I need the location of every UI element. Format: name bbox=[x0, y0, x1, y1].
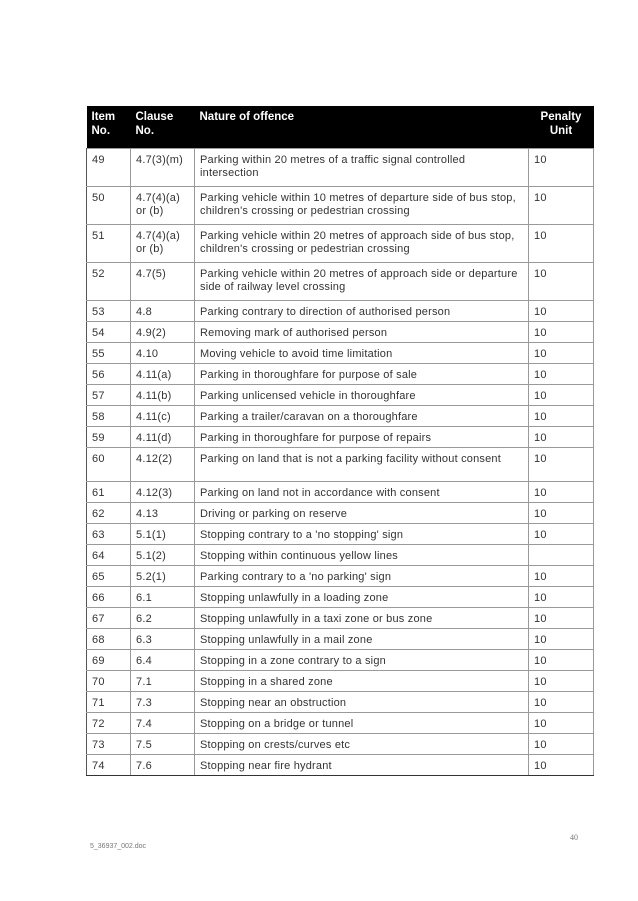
cell-nature: Stopping unlawfully in a taxi zone or bus zone bbox=[195, 607, 529, 628]
cell-nature: Parking a trailer/caravan on a thoroughfare bbox=[195, 405, 529, 426]
cell-nature: Stopping in a zone contrary to a sign bbox=[195, 649, 529, 670]
cell-clause: 4.11(c) bbox=[131, 405, 195, 426]
header-clause-no: Clause No. bbox=[131, 106, 195, 148]
header-item-no: Item No. bbox=[87, 106, 131, 148]
cell-item: 55 bbox=[87, 342, 131, 363]
cell-item: 67 bbox=[87, 607, 131, 628]
cell-clause: 5.1(2) bbox=[131, 544, 195, 565]
cell-penalty: 10 bbox=[529, 186, 594, 224]
table-row bbox=[87, 148, 594, 186]
cell-nature: Stopping in a shared zone bbox=[195, 670, 529, 691]
cell-item: 65 bbox=[87, 565, 131, 586]
cell-item: 63 bbox=[87, 523, 131, 544]
table-row bbox=[87, 628, 594, 649]
cell-clause: 4.12(3) bbox=[131, 481, 195, 502]
cell-clause: 4.8 bbox=[131, 300, 195, 321]
cell-penalty: 10 bbox=[529, 300, 594, 321]
table-row bbox=[87, 186, 594, 224]
cell-penalty: 10 bbox=[529, 523, 594, 544]
cell-penalty: 10 bbox=[529, 628, 594, 649]
table-row bbox=[87, 300, 594, 321]
header-row bbox=[87, 106, 594, 148]
cell-nature: Parking in thoroughfare for purpose of sale bbox=[195, 363, 529, 384]
cell-penalty: 10 bbox=[529, 586, 594, 607]
cell-penalty bbox=[529, 544, 594, 565]
table-row bbox=[87, 384, 594, 405]
cell-nature: Stopping unlawfully in a loading zone bbox=[195, 586, 529, 607]
cell-clause: 4.13 bbox=[131, 502, 195, 523]
table-row bbox=[87, 733, 594, 754]
cell-penalty: 10 bbox=[529, 426, 594, 447]
cell-nature: Stopping on crests/curves etc bbox=[195, 733, 529, 754]
cell-clause: 7.1 bbox=[131, 670, 195, 691]
cell-clause: 4.11(a) bbox=[131, 363, 195, 384]
header-penalty-unit: Penalty Unit bbox=[529, 106, 594, 148]
table-body bbox=[87, 148, 594, 775]
cell-item: 58 bbox=[87, 405, 131, 426]
table-row bbox=[87, 481, 594, 502]
cell-nature: Parking within 20 metres of a traffic signal controlled intersection bbox=[195, 148, 529, 186]
table-row bbox=[87, 405, 594, 426]
cell-nature: Parking vehicle within 20 metres of approach side or departure side of railway level crossing bbox=[195, 262, 529, 300]
cell-clause: 6.4 bbox=[131, 649, 195, 670]
cell-nature: Parking on land that is not a parking facility without consent bbox=[195, 447, 529, 481]
cell-penalty: 10 bbox=[529, 565, 594, 586]
table-row bbox=[87, 502, 594, 523]
cell-item: 52 bbox=[87, 262, 131, 300]
table-row bbox=[87, 754, 594, 775]
cell-item: 57 bbox=[87, 384, 131, 405]
cell-clause: 4.7(3)(m) bbox=[131, 148, 195, 186]
cell-penalty: 10 bbox=[529, 481, 594, 502]
cell-clause: 5.1(1) bbox=[131, 523, 195, 544]
table-row bbox=[87, 691, 594, 712]
cell-item: 64 bbox=[87, 544, 131, 565]
table-row bbox=[87, 321, 594, 342]
cell-item: 53 bbox=[87, 300, 131, 321]
cell-item: 66 bbox=[87, 586, 131, 607]
cell-nature: Removing mark of authorised person bbox=[195, 321, 529, 342]
cell-nature: Driving or parking on reserve bbox=[195, 502, 529, 523]
cell-penalty: 10 bbox=[529, 649, 594, 670]
cell-item: 74 bbox=[87, 754, 131, 775]
cell-clause: 4.11(b) bbox=[131, 384, 195, 405]
cell-nature: Parking vehicle within 10 metres of departure side of bus stop, children's crossing or pedestrian crossing bbox=[195, 186, 529, 224]
cell-penalty: 10 bbox=[529, 342, 594, 363]
table-row bbox=[87, 607, 594, 628]
cell-penalty: 10 bbox=[529, 670, 594, 691]
cell-item: 56 bbox=[87, 363, 131, 384]
cell-item: 54 bbox=[87, 321, 131, 342]
cell-penalty: 10 bbox=[529, 321, 594, 342]
cell-item: 71 bbox=[87, 691, 131, 712]
cell-item: 62 bbox=[87, 502, 131, 523]
cell-nature: Stopping within continuous yellow lines bbox=[195, 544, 529, 565]
cell-penalty: 10 bbox=[529, 607, 594, 628]
cell-clause: 7.5 bbox=[131, 733, 195, 754]
cell-clause: 4.9(2) bbox=[131, 321, 195, 342]
cell-penalty: 10 bbox=[529, 691, 594, 712]
cell-penalty: 10 bbox=[529, 405, 594, 426]
cell-clause: 4.7(5) bbox=[131, 262, 195, 300]
table-header bbox=[87, 106, 594, 148]
cell-clause: 6.2 bbox=[131, 607, 195, 628]
cell-item: 70 bbox=[87, 670, 131, 691]
cell-penalty: 10 bbox=[529, 384, 594, 405]
cell-item: 49 bbox=[87, 148, 131, 186]
cell-nature: Stopping contrary to a 'no stopping' sign bbox=[195, 523, 529, 544]
cell-clause: 7.6 bbox=[131, 754, 195, 775]
cell-item: 61 bbox=[87, 481, 131, 502]
cell-penalty: 10 bbox=[529, 754, 594, 775]
cell-clause: 4.12(2) bbox=[131, 447, 195, 481]
cell-nature: Parking unlicensed vehicle in thoroughfare bbox=[195, 384, 529, 405]
table-row bbox=[87, 670, 594, 691]
cell-penalty: 10 bbox=[529, 447, 594, 481]
cell-clause: 4.10 bbox=[131, 342, 195, 363]
table-row bbox=[87, 224, 594, 262]
cell-penalty: 10 bbox=[529, 502, 594, 523]
table-row bbox=[87, 712, 594, 733]
cell-clause: 7.3 bbox=[131, 691, 195, 712]
cell-clause: 4.7(4)(a) or (b) bbox=[131, 186, 195, 224]
table-row bbox=[87, 586, 594, 607]
cell-penalty: 10 bbox=[529, 363, 594, 384]
cell-nature: Parking contrary to direction of authorised person bbox=[195, 300, 529, 321]
table-row bbox=[87, 363, 594, 384]
cell-item: 51 bbox=[87, 224, 131, 262]
table-row bbox=[87, 649, 594, 670]
cell-nature: Parking contrary to a 'no parking' sign bbox=[195, 565, 529, 586]
cell-item: 69 bbox=[87, 649, 131, 670]
table-row bbox=[87, 262, 594, 300]
cell-nature: Stopping near an obstruction bbox=[195, 691, 529, 712]
header-nature-of-offence: Nature of offence bbox=[195, 106, 529, 148]
cell-nature: Parking vehicle within 20 metres of approach side of bus stop, children's crossing or pedestrian crossing bbox=[195, 224, 529, 262]
cell-clause: 6.3 bbox=[131, 628, 195, 649]
file-reference: 5_36937_002.doc bbox=[90, 843, 147, 850]
cell-clause: 4.7(4)(a) or (b) bbox=[131, 224, 195, 262]
cell-item: 60 bbox=[87, 447, 131, 481]
cell-penalty: 10 bbox=[529, 224, 594, 262]
table-row bbox=[87, 544, 594, 565]
cell-nature: Stopping unlawfully in a mail zone bbox=[195, 628, 529, 649]
cell-penalty: 10 bbox=[529, 262, 594, 300]
table-row bbox=[87, 342, 594, 363]
table-row bbox=[87, 426, 594, 447]
cell-penalty: 10 bbox=[529, 148, 594, 186]
cell-clause: 6.1 bbox=[131, 586, 195, 607]
cell-nature: Moving vehicle to avoid time limitation bbox=[195, 342, 529, 363]
cell-item: 59 bbox=[87, 426, 131, 447]
offences-table bbox=[86, 106, 594, 776]
cell-item: 50 bbox=[87, 186, 131, 224]
cell-nature: Parking in thoroughfare for purpose of repairs bbox=[195, 426, 529, 447]
page-number: 40 bbox=[570, 833, 578, 842]
cell-clause: 7.4 bbox=[131, 712, 195, 733]
cell-item: 68 bbox=[87, 628, 131, 649]
cell-item: 73 bbox=[87, 733, 131, 754]
cell-clause: 5.2(1) bbox=[131, 565, 195, 586]
cell-nature: Stopping on a bridge or tunnel bbox=[195, 712, 529, 733]
cell-item: 72 bbox=[87, 712, 131, 733]
cell-penalty: 10 bbox=[529, 712, 594, 733]
cell-nature: Parking on land not in accordance with consent bbox=[195, 481, 529, 502]
table-row bbox=[87, 565, 594, 586]
cell-penalty: 10 bbox=[529, 733, 594, 754]
table-row bbox=[87, 447, 594, 481]
table-row bbox=[87, 523, 594, 544]
cell-nature: Stopping near fire hydrant bbox=[195, 754, 529, 775]
cell-clause: 4.11(d) bbox=[131, 426, 195, 447]
